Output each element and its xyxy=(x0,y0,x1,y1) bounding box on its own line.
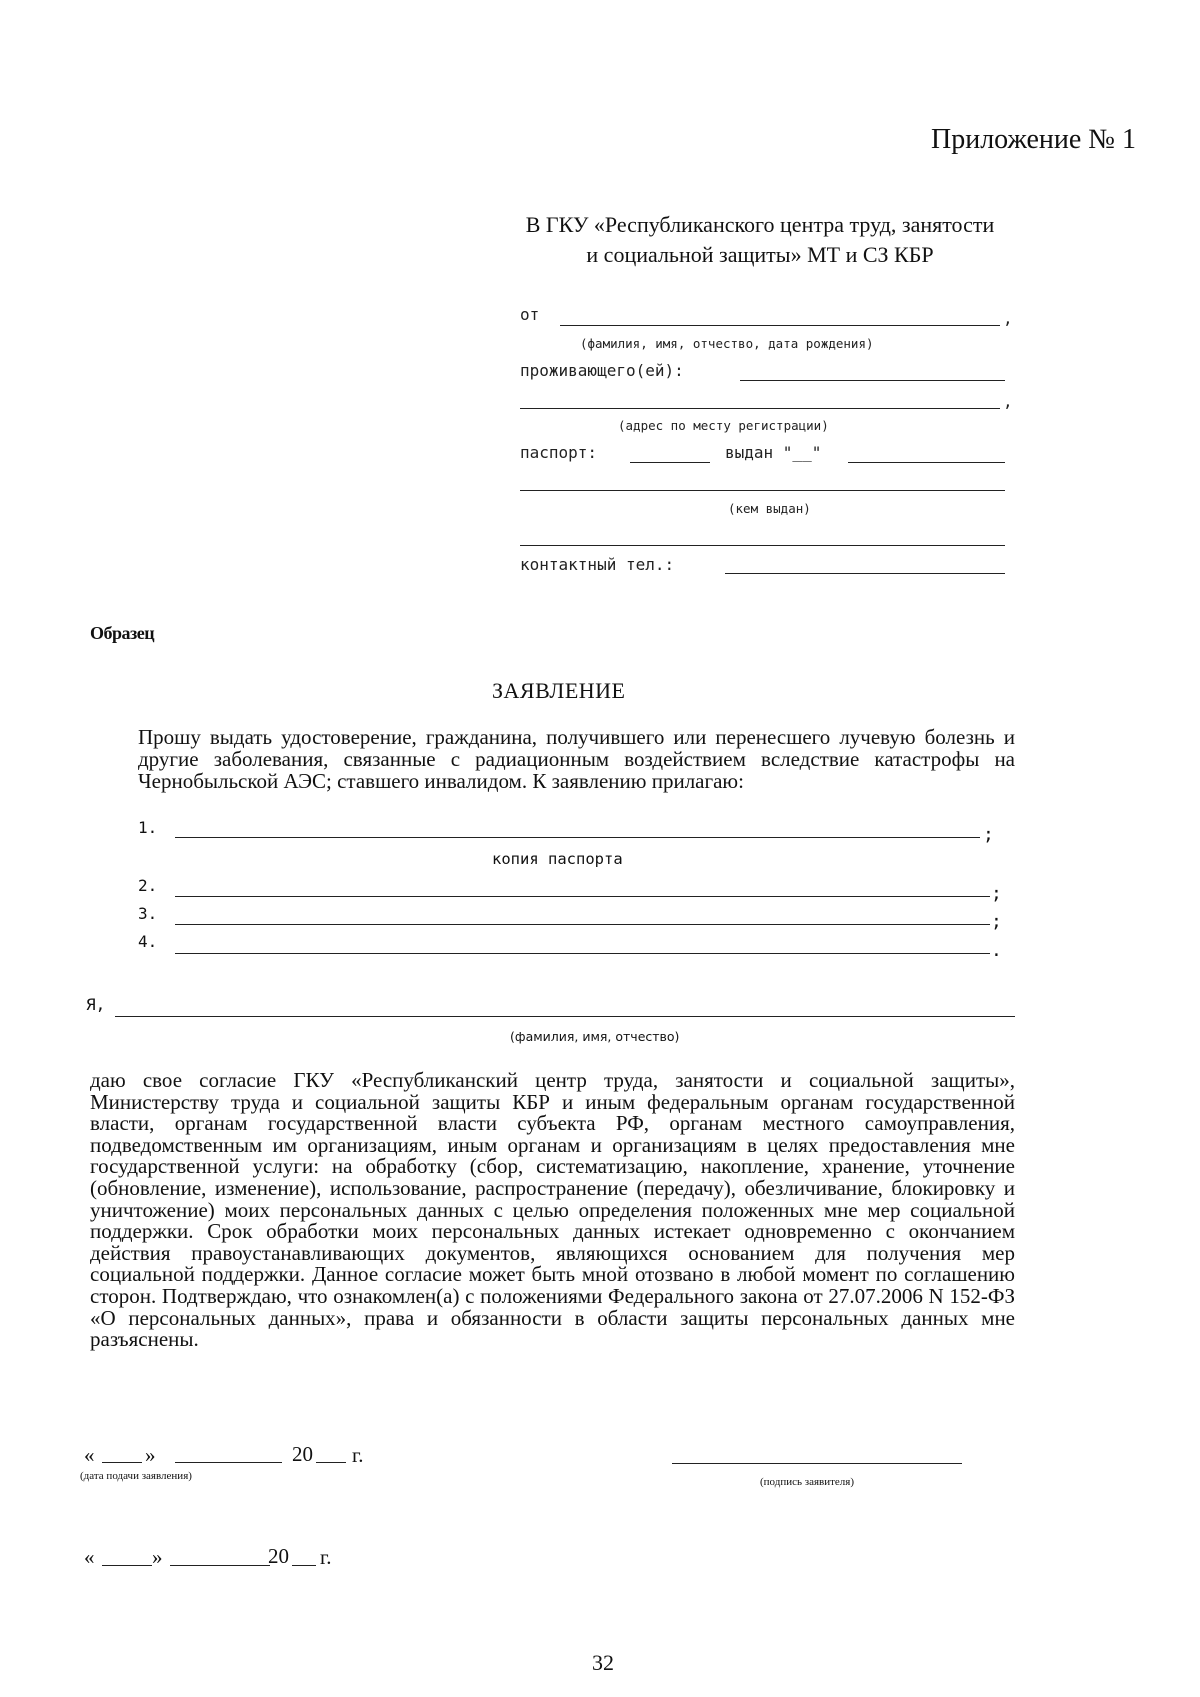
attachment-field[interactable] xyxy=(175,924,990,925)
from-label: от xyxy=(520,305,540,324)
issued-by-hint: (кем выдан) xyxy=(728,501,811,516)
issued-by-field[interactable] xyxy=(520,490,1005,491)
sample-label: Образец xyxy=(90,623,155,643)
issued-label: выдан "__" xyxy=(725,443,822,462)
phone-label: контактный тел.: xyxy=(520,555,675,574)
date-month-field[interactable] xyxy=(175,1462,282,1463)
addressee-line-2: и социальной защиты» МТ и СЗ КБР xyxy=(586,242,934,267)
full-name-hint: (фамилия, имя, отчество) xyxy=(510,1029,680,1044)
date2-close-quote: » xyxy=(152,1545,163,1569)
i-label: Я, xyxy=(86,995,106,1014)
date2-open-quote: « xyxy=(84,1545,95,1569)
address-hint: (адрес по месту регистрации) xyxy=(618,418,829,433)
addressee-block xyxy=(440,210,1080,270)
date-year-suffix: г. xyxy=(352,1443,364,1467)
date-year-prefix: 20 xyxy=(292,1442,313,1466)
address-comma: , xyxy=(1003,392,1013,411)
addressee-line-1: В ГКУ «Республиканского центра труд, занятости xyxy=(525,212,995,237)
date2-year-prefix: 20 xyxy=(268,1544,289,1568)
residing-label: проживающего(ей): xyxy=(520,361,684,380)
passport-field[interactable] xyxy=(630,462,710,463)
signature-field[interactable] xyxy=(672,1463,962,1464)
date2-year-field[interactable] xyxy=(292,1565,316,1566)
date-hint: (дата подачи заявления) xyxy=(80,1470,192,1482)
full-name-field[interactable] xyxy=(115,1016,1015,1017)
attachment-number: 1. xyxy=(138,818,158,837)
date-day-field[interactable] xyxy=(102,1462,142,1463)
intro-paragraph: Прошу выдать удостоверение, гражданина, получившего или перенесшего лучевую болезнь и другие заболевания, связанные с радиационным воздействием вследствие катастрофы на Чернобыльской АЭС; ставшего инвалидом. К заявлению прилагаю: xyxy=(138,725,1015,793)
issued-field[interactable] xyxy=(848,462,1005,463)
page-number: 32 xyxy=(592,1650,614,1675)
date2-month-field[interactable] xyxy=(170,1565,270,1566)
consent-paragraph: даю свое согласие ГКУ «Республиканский центр труда, занятости и социальной защиты», Министерству труда и социальной защиты КБР и иным федеральным органам государственной власти, органам государственной власти субъекта РФ, органам местного самоуправления, подведомственным им организациям, иным органам и организациям в целях предоставления мне государственной услуги: на обработку (сбор, систематизацию, накопление, хранение, уточнение (обновление, изменение), использование, распространение (передачу), обезличивание, блокировку и уничтожение) моих персональных данных с целью определения положенных мне мер социальной поддержки. Срок обработки моих персональных данных истекает одновременно с окончанием действия правоустанавливающих документов, являющихся основанием для получения мер социальной поддержки. Данное согласие может быть мной отозвано в любой момент по соглашению сторон. Подтверждаю, что ознакомлен(а) с положениями Федерального закона от 27.07.2006 N 152-ФЗ «О персональных данных», права и обязанности в области защиты персональных данных мне разъяснены. xyxy=(90,1068,1015,1352)
date-close-quote: » xyxy=(145,1443,156,1467)
residing-field[interactable] xyxy=(740,380,1005,381)
passport-label: паспорт: xyxy=(520,443,598,462)
date2-year-suffix: г. xyxy=(320,1545,332,1569)
from-comma: , xyxy=(1003,309,1013,328)
attachment-field[interactable] xyxy=(175,837,980,838)
attachment-number: 4. xyxy=(138,932,158,951)
attachment-end: ; xyxy=(991,883,1002,904)
appendix-label: Приложение № 1 xyxy=(931,124,1136,155)
attachment-hint: копия паспорта xyxy=(492,850,623,868)
attachment-field[interactable] xyxy=(175,953,990,954)
document-title: ЗАЯВЛЕНИЕ xyxy=(492,678,626,703)
phone-field[interactable] xyxy=(725,573,1005,574)
attachment-end: . xyxy=(991,940,1002,961)
attachment-number: 2. xyxy=(138,876,158,895)
attachment-end: ; xyxy=(991,911,1002,932)
address-field[interactable] xyxy=(520,408,1000,409)
extra-field[interactable] xyxy=(520,545,1005,546)
from-hint: (фамилия, имя, отчество, дата рождения) xyxy=(580,336,874,351)
attachment-field[interactable] xyxy=(175,896,990,897)
attachment-end: ; xyxy=(983,824,994,845)
date2-day-field[interactable] xyxy=(102,1565,152,1566)
date-open-quote: « xyxy=(84,1443,95,1467)
from-field[interactable] xyxy=(560,325,1000,326)
date-year-field[interactable] xyxy=(316,1462,346,1463)
attachment-number: 3. xyxy=(138,904,158,923)
signature-hint: (подпись заявителя) xyxy=(760,1476,855,1488)
